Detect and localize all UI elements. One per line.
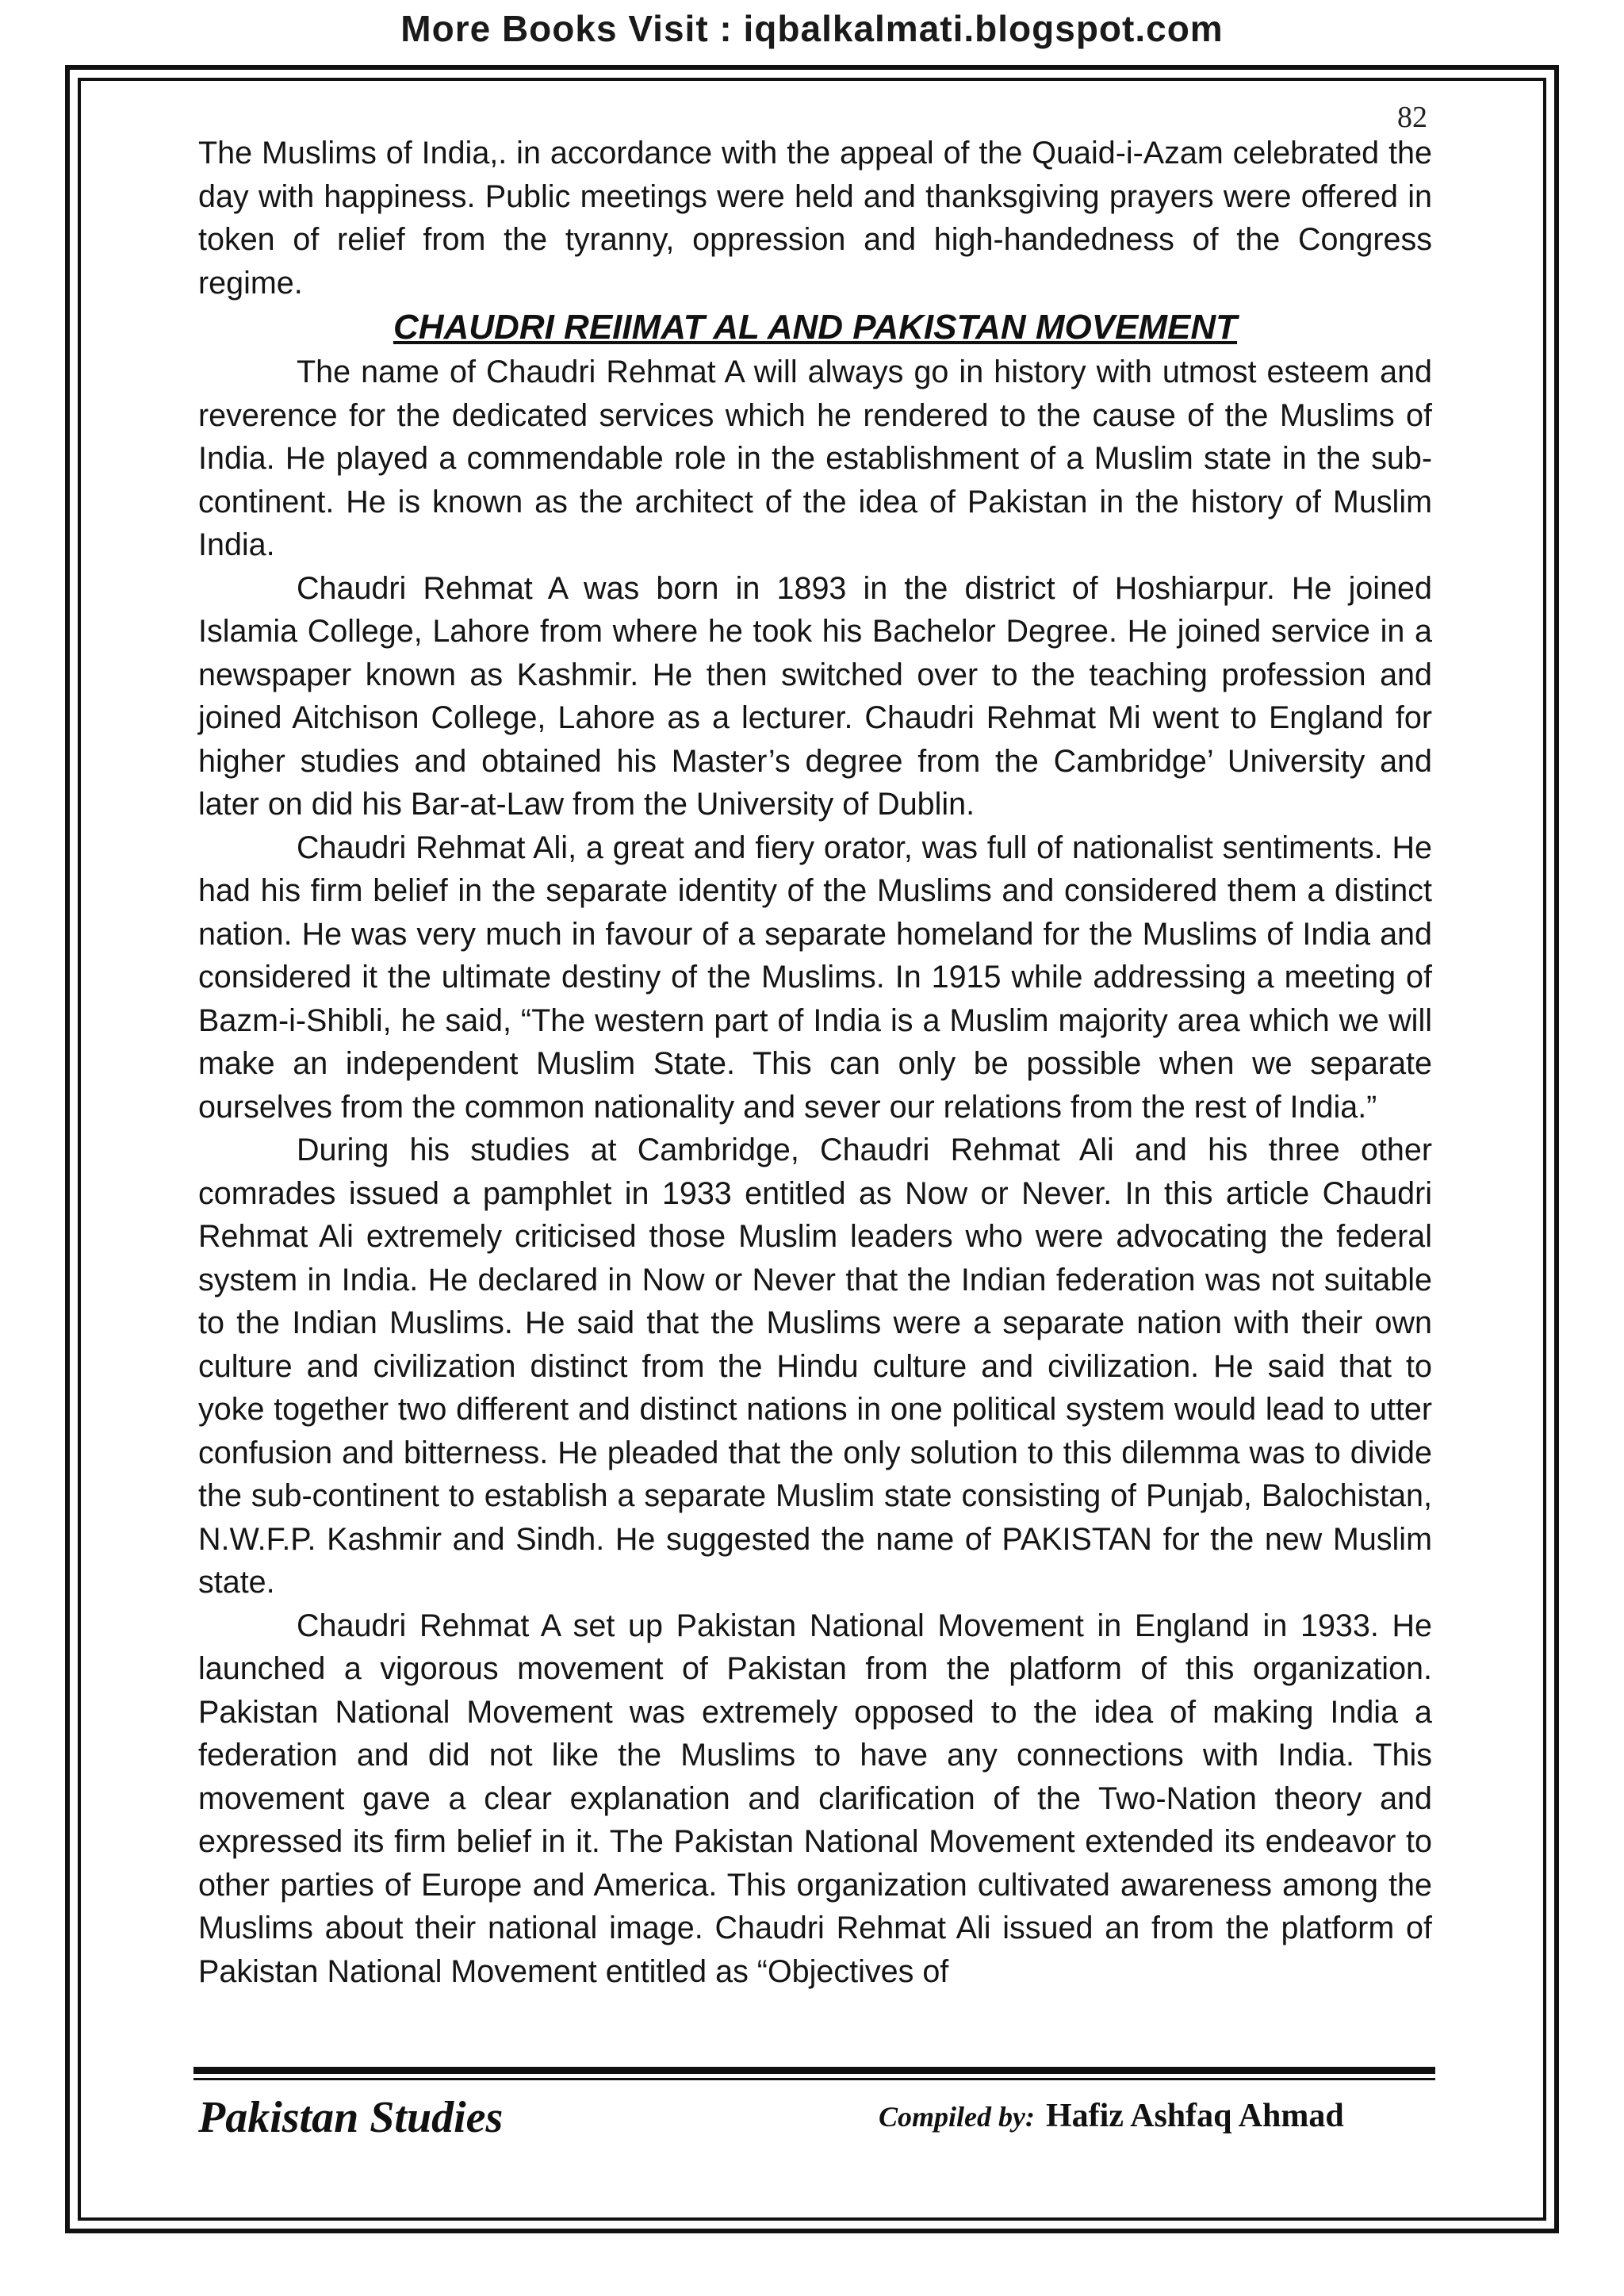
page-body: [198, 132, 1432, 1993]
paragraph: Chaudri Rehmat Ali, a great and fiery orator, was full of nationalist sentiments. He had his firm belief in the separate identity of the Muslims and considered them a distinct nation. He was very much in favour of a separate homeland for the Muslims of India and considered it the ultimate destiny of the Muslims. In 1915 while addressing a meeting of Bazm-i-Shibli, he said, “The western part of India is a Muslim majority area which we will make an independent Muslim State. This can only be possible when we separate ourselves from the common nationality and sever our relations from the rest of India.”: [198, 830, 1432, 1125]
paragraph: The name of Chaudri Rehmat A will always go in history with utmost esteem and reverence for the dedicated services which he rendered to the cause of the Muslims of India. He played a commendable role in the establishment of a Muslim state in the sub-continent. He is known as the architect of the idea of Pakistan in the history of Muslim India.: [198, 355, 1432, 562]
site-banner: More Books Visit : iqbalkalmati.blogspot.com: [400, 8, 1224, 49]
footer-rule-thick: [193, 2067, 1435, 2074]
footer-book-title: Pakistan Studies: [198, 2093, 504, 2142]
paragraph-intro: The Muslims of India,. in accordance with the appeal of the Quaid-i-Azam celebrated the day with happiness. Public meetings were held and thanksgiving prayers were offered in token of relief from the tyranny, oppression and high-handedness of the Congress regime.: [198, 136, 1432, 301]
author-name: Hafiz Ashfaq Ahmad: [1045, 2098, 1344, 2134]
compiled-by-label: Compiled by:: [879, 2101, 1035, 2133]
paragraph: Chaudri Rehmat A was born in 1893 in the district of Hoshiarpur. He joined Islamia College, Lahore from where he took his Bachelor Degree. He joined service in a newspaper known as Kashmir. He then switched over to the teaching profession and joined Aitchison College, Lahore as a lecturer. Chaudri Rehmat Mi went to England for higher studies and obtained his Master’s degree from the Cambridge’ University and later on did his Bar-at-Law from the University of Dublin.: [198, 570, 1432, 822]
section-heading: CHAUDRI REIIMAT AL AND PAKISTAN MOVEMENT: [393, 308, 1238, 347]
paragraph: During his studies at Cambridge, Chaudri Rehmat Ali and his three other comrades issued a pamphlet in 1933 entitled as Now or Never. In this article Chaudri Rehmat Ali extremely criticised those Muslim leaders who were advocating the federal system in India. He declared in Now or Never that the Indian federation was not suitable to the Indian Muslims. He said that the Muslims were a separate nation with their own culture and civilization distinct from the Hindu culture and civilization. He said that to yoke together two different and distinct nations in one political system would lead to utter confusion and bitterness. He pleaded that the only solution to this dilemma was to divide the sub-continent to establish a separate Muslim state consisting of Punjab, Balochistan, N.W.F.P. Kashmir and Sindh. He suggested the name of PAKISTAN for the new Muslim state.: [198, 1133, 1432, 1600]
page-number: 82: [1397, 101, 1427, 134]
footer-compiler: [879, 2097, 1344, 2135]
paragraph: Chaudri Rehmat A set up Pakistan National Movement in England in 1933. He launched a vigorous movement of Pakistan from the platform of this organization. Pakistan National Movement was extremely opposed to the idea of making India a federation and did not like the Muslims to have any connections with India. This movement gave a clear explanation and clarification of the Two-Nation theory and expressed its firm belief in it. The Pakistan National Movement extended its endeavor to other parties of Europe and America. This organization cultivated awareness among the Muslims about their national image. Chaudri Rehmat Ali issued an from the platform of Pakistan National Movement entitled as “Objectives of: [198, 1608, 1432, 1989]
footer-rule-thin: [193, 2078, 1435, 2080]
